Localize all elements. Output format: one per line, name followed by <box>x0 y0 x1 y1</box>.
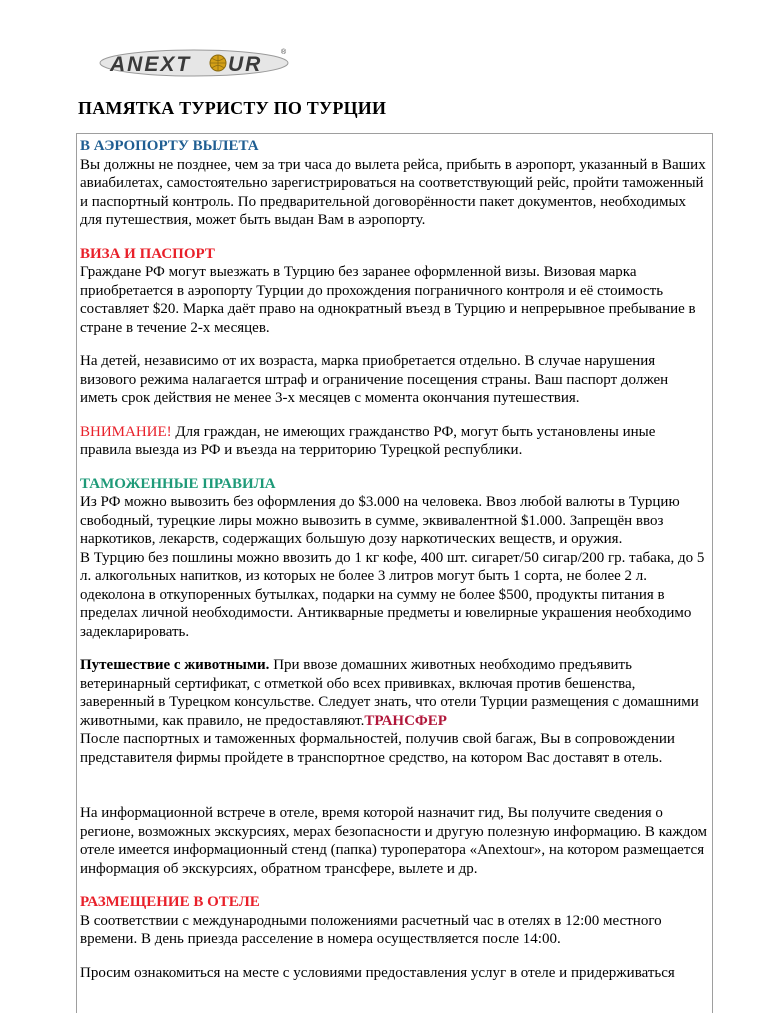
section-pets <box>80 656 708 730</box>
section-heading-visa: ВИЗА И ПАСПОРТ <box>80 245 215 262</box>
section-heading-pets: Путешествие с животными. <box>80 657 270 673</box>
section-transfer <box>80 730 708 767</box>
section-visa <box>80 245 708 338</box>
page-title: ПАМЯТКА ТУРИСТУ ПО ТУРЦИИ <box>78 98 387 118</box>
attention-text: Для граждан, не имеющих гражданство РФ, могут быть установлены иные правила выезда из РФ и въезда на территорию Турецкой республики. <box>80 423 656 458</box>
anextour-logo-graphic <box>96 44 292 78</box>
section-customs <box>80 475 708 549</box>
hotel-rules-paragraph <box>80 964 708 983</box>
section-text-info-meeting: На информационной встрече в отеле, время которой назначит гид, Вы получите сведения о регионе, возможных экскурсиях, мерах безопасности и другую полезную информацию. В каждом отеле имеется информационный стенд (папка) туроператора «Anextour», на котором размещается информация об экскурсиях, обратном трансфере, вылете и др. <box>80 805 708 877</box>
section-heading-hotel: РАЗМЕЩЕНИЕ В ОТЕЛЕ <box>80 894 260 910</box>
visa-children-paragraph <box>80 352 708 408</box>
section-text-hotel-1: В соответствии с международными положениями расчетный час в отелях в 12:00 местного времени. В день приезда расселение в номера осуществляется после 14:00. <box>80 912 662 947</box>
section-text-transfer: После паспортных и таможенных формальностей, получив свой багаж, Вы в сопровождении представителя фирмы пройдете в транспортное средство, на котором Вас доставят в отель. <box>80 731 675 766</box>
section-text-airport: Вы должны не позднее, чем за три часа до вылета рейса, прибыть в аэропорт, указанный в Ваших авиабилетах, самостоятельно зарегистрироваться на соответствующий рейс, пройти таможенный и паспортный контроль. По предварительной договорённости пакет документов, необходимых для путешествия, может быть выдан Вам в аэропорту. <box>80 156 706 228</box>
visa-children-text: На детей, независимо от их возраста, марка приобретается отдельно. В случае нарушения визового режима налагается штраф и ограничение посещения страны. Ваш паспорт должен иметь срок действия не менее 3-х месяцев с момента окончания путешествия. <box>80 353 669 406</box>
section-heading-transfer: ТРАНСФЕР <box>364 712 447 729</box>
section-airport <box>80 137 708 230</box>
svg-text:®: ® <box>281 49 287 56</box>
section-heading-airport: В АЭРОПОРТУ ВЫЛЕТА <box>80 138 259 154</box>
section-text-customs-1: Из РФ можно вывозить без оформления до $3.000 на человека. Ввоз любой валюты в Турцию свободный, турецкие лиры можно вывозить в сумме, эквивалентной $1.000. Запрещён ввоз наркотиков, лекарств, содержащих большую дозу наркотических веществ, и оружия. <box>80 494 680 547</box>
svg-text:ANEXT: ANEXT <box>110 53 192 76</box>
customs-duty-free-paragraph <box>80 549 708 642</box>
section-text-hotel-2: Просим ознакомиться на месте с условиями предоставления услуг в отеле и придерживаться <box>80 964 675 981</box>
section-text-customs-2: В Турцию без пошлины можно ввозить до 1 кг кофе, 400 шт. сигарет/50 сигар/200 гр. табака, до 5 л. алкогольных напитков, из которых не более 3 литров могут быть 1 сорта, не более 2 л. одеколона в откупоренных бутылках, подарки на сумму не более $500, продукты питания в пределах личной необходимости. Антикварные предметы и ювелирные украшения необходимо задекларировать. <box>80 549 705 640</box>
section-text-visa: Граждане РФ могут выезжать в Турцию без заранее оформленной визы. Визовая марка приобретается в аэропорту Турции до прохождения пограничного контроля и её стоимость составляет $20. Марка даёт право на однократный въезд в Турцию и непрерывное пребывание в стране в течение 2-х месяцев. <box>80 264 696 336</box>
section-heading-customs: ТАМОЖЕННЫЕ ПРАВИЛА <box>80 475 276 492</box>
section-text-pets: При ввозе домашних животных необходимо предъявить ветеринарный сертификат, с отметкой обо всех прививках, включая против бешенства, заверенный в Турецком консульстве. Следует знать, что отели Турции размещения с домашними животными, как правило, не предоставляют. <box>80 657 699 729</box>
svg-text:UR: UR <box>228 53 263 76</box>
section-info-meeting <box>80 804 708 878</box>
memo-content <box>76 133 713 1013</box>
visa-attention-paragraph <box>80 423 708 460</box>
anextour-logo <box>96 44 292 78</box>
attention-label: ВНИМАНИЕ! <box>80 423 172 440</box>
section-hotel <box>80 893 708 949</box>
